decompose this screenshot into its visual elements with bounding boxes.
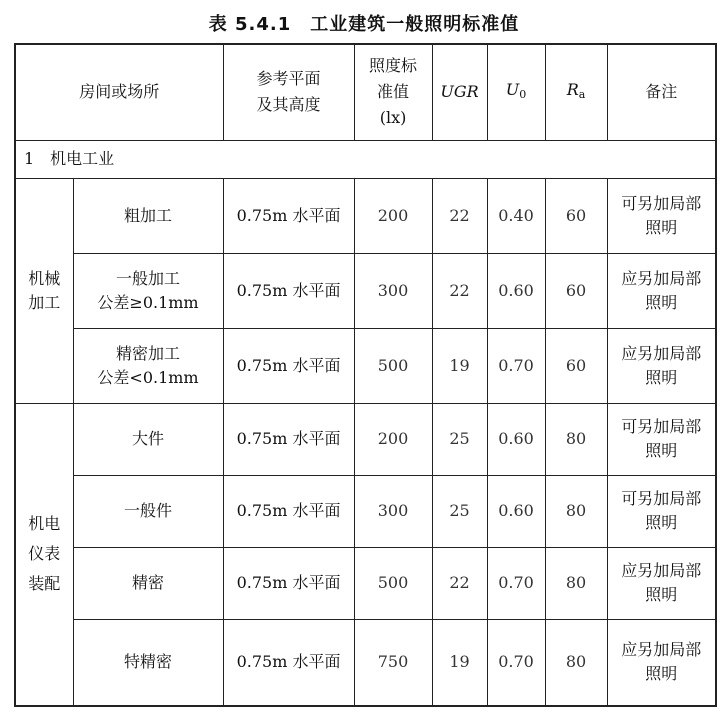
section-title: 1 机电工业 [15,140,716,178]
table-title: 表 5.4.1 工业建筑一般照明标准值 [208,14,520,35]
row-name-line1: 一般加工 [116,268,181,288]
group-assembly [15,403,73,706]
group-machining [15,178,73,403]
row-lux: 500 [354,547,432,619]
row-ugr: 19 [432,328,487,403]
row-u0: 0.70 [487,619,545,706]
row-note-line1: 应另加局部 [621,561,702,580]
row-name: 精密 [73,547,223,619]
row-ra: 80 [545,619,607,706]
table-row [15,253,716,328]
row-note-line1: 可另加局部 [621,489,702,508]
row-u0: 0.60 [487,253,545,328]
group-assembly-line2: 仪表 [28,544,61,564]
row-u0: 0.60 [487,475,545,547]
row-ugr: 19 [432,619,487,706]
header-room: 房间或场所 [15,44,223,140]
row-ra: 60 [545,178,607,253]
row-name: 一般件 [73,475,223,547]
row-note-line1: 可另加局部 [621,417,702,436]
row-ugr: 25 [432,475,487,547]
row-u0: 0.60 [487,403,545,475]
row-note-line1: 可另加局部 [621,193,702,213]
header-u0-main: U [505,79,520,99]
row-note-line1: 应另加局部 [621,640,702,660]
row-note [607,475,716,547]
header-plane-line2: 及其高度 [256,95,321,115]
row-note-line1: 应另加局部 [621,343,702,363]
row-note-line2: 照明 [645,664,678,684]
header-ra [545,44,607,140]
row-plane: 0.75m 水平面 [223,328,354,403]
row-ugr: 22 [432,547,487,619]
row-name-line2: 公差<0.1mm [97,367,199,387]
header-u0-sub: 0 [519,87,527,101]
group-assembly-line3: 装配 [28,574,61,594]
row-note-line2: 照明 [645,585,678,604]
header-ugr: UGR [432,44,487,140]
row-note [607,403,716,475]
row-note-line2: 照明 [645,441,678,460]
header-plane [223,44,354,140]
header-ra-sub: a [578,87,586,101]
row-ugr: 22 [432,253,487,328]
row-note [607,619,716,706]
row-ra: 80 [545,475,607,547]
row-u0: 0.70 [487,547,545,619]
row-name: 粗加工 [73,178,223,253]
row-plane: 0.75m 水平面 [223,178,354,253]
row-note-line2: 照明 [645,367,678,387]
row-plane: 0.75m 水平面 [223,253,354,328]
row-name: 大件 [73,403,223,475]
row-lux: 300 [354,475,432,547]
header-plane-line1: 参考平面 [256,69,321,89]
row-ra: 60 [545,328,607,403]
row-lux: 200 [354,178,432,253]
row-ra: 80 [545,547,607,619]
row-plane: 0.75m 水平面 [223,619,354,706]
table-row [15,403,716,475]
row-ra: 80 [545,403,607,475]
table-row [15,328,716,403]
header-lux-line2: 准值 [377,82,410,102]
row-note-line2: 照明 [645,217,678,237]
row-u0: 0.40 [487,178,545,253]
header-lux-line1: 照度标 [369,56,418,76]
row-note-line2: 照明 [645,292,678,312]
row-ugr: 25 [432,403,487,475]
row-note [607,328,716,403]
row-u0: 0.70 [487,328,545,403]
table-row [15,178,716,253]
header-row [15,44,716,140]
row-ra: 60 [545,253,607,328]
row-lux: 500 [354,328,432,403]
header-u0 [487,44,545,140]
table-row [15,475,716,547]
row-lux: 750 [354,619,432,706]
group-assembly-line1: 机电 [28,514,61,534]
header-lux-line3: (lx) [379,108,407,128]
table-row [15,547,716,619]
row-lux: 200 [354,403,432,475]
row-name-line1: 精密加工 [116,343,181,363]
row-plane: 0.75m 水平面 [223,475,354,547]
row-note [607,547,716,619]
row-name-line2: 公差≥0.1mm [97,292,199,312]
lighting-standard-table [14,43,717,707]
header-ra-main: R [566,79,579,99]
group-machining-line1: 机械 [28,268,61,288]
row-ugr: 22 [432,178,487,253]
row-name [73,328,223,403]
row-name: 特精密 [73,619,223,706]
group-machining-line2: 加工 [28,292,61,312]
row-plane: 0.75m 水平面 [223,403,354,475]
header-note: 备注 [607,44,716,140]
row-lux: 300 [354,253,432,328]
section-row [15,140,716,178]
row-note-line1: 应另加局部 [621,268,702,288]
table-row [15,619,716,706]
row-note-line2: 照明 [645,513,678,532]
header-lux [354,44,432,140]
row-note [607,253,716,328]
row-plane: 0.75m 水平面 [223,547,354,619]
row-name [73,253,223,328]
row-note [607,178,716,253]
